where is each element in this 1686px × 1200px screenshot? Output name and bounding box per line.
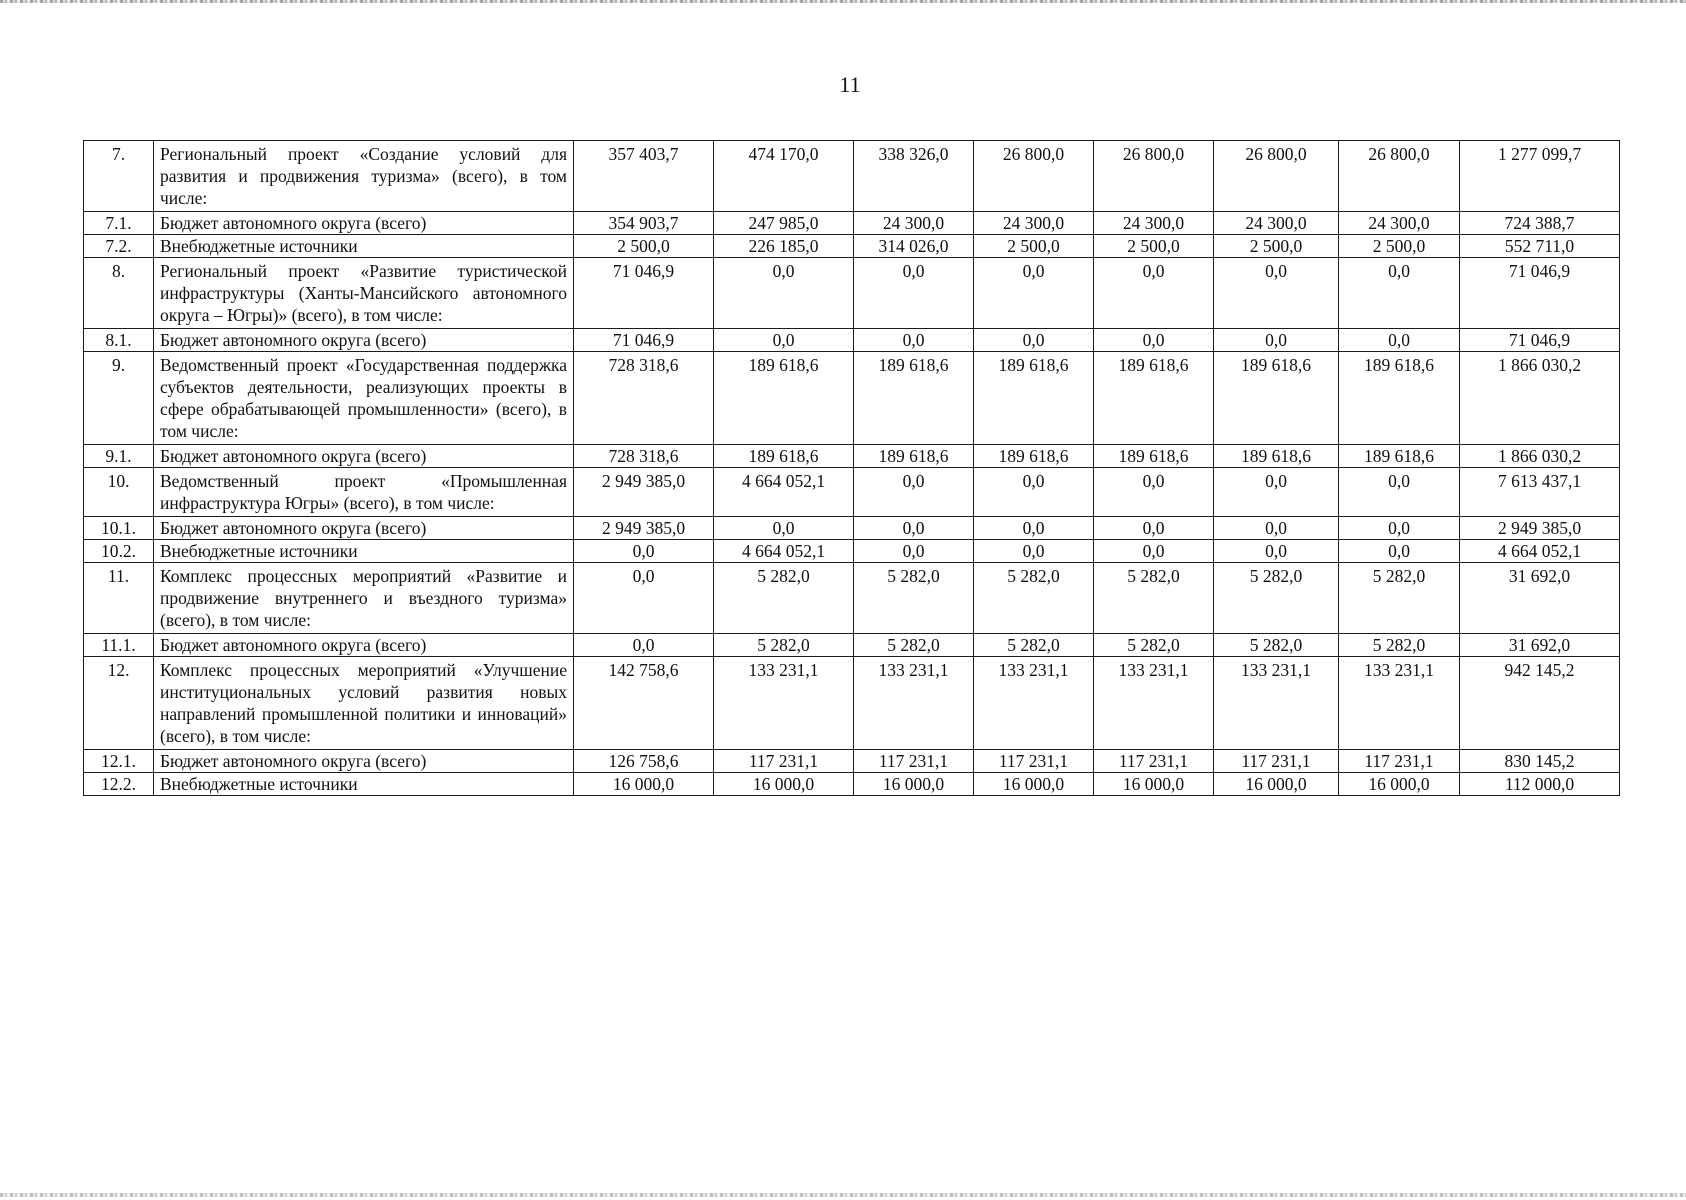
value-cell: 0,0 [1094,258,1214,329]
value-cell: 0,0 [1094,540,1214,563]
row-name-cell: Бюджет автономного округа (всего) [154,445,574,468]
value-cell: 24 300,0 [1094,212,1214,235]
value-cell: 0,0 [974,517,1094,540]
row-name-cell: Региональный проект «Развитие туристической инфраструктуры (Ханты-Мансийского автономного округа – Югры)» (всего), в том числе: [154,258,574,329]
page-number: 11 [839,72,861,97]
value-cell: 0,0 [854,329,974,352]
row-number-cell: 8.1. [84,329,154,352]
value-cell: 189 618,6 [1214,352,1339,445]
value-cell: 0,0 [714,517,854,540]
value-cell: 5 282,0 [1339,563,1460,634]
value-cell: 16 000,0 [974,773,1094,796]
value-cell: 24 300,0 [1214,212,1339,235]
value-cell: 133 231,1 [714,657,854,750]
value-cell: 16 000,0 [1339,773,1460,796]
row-number-cell: 12.2. [84,773,154,796]
row-name-cell: Комплекс процессных мероприятий «Развитие и продвижение внутреннего и въездного туризма» (всего), в том числе: [154,563,574,634]
value-cell: 0,0 [1214,540,1339,563]
row-number-cell: 10.1. [84,517,154,540]
row-number-cell: 7.1. [84,212,154,235]
value-cell: 71 046,9 [574,329,714,352]
value-cell: 5 282,0 [854,634,974,657]
value-cell: 2 500,0 [974,235,1094,258]
table-row-subitem [84,445,1620,468]
value-cell: 26 800,0 [1214,141,1339,212]
value-cell: 0,0 [574,540,714,563]
value-cell: 474 170,0 [714,141,854,212]
table-row-subitem [84,750,1620,773]
value-cell: 354 903,7 [574,212,714,235]
table-row-group [84,657,1620,750]
row-name-cell: Комплекс процессных мероприятий «Улучшение институциональных условий развития новых направлений промышленной политики и инноваций» (всего), в том числе: [154,657,574,750]
value-cell: 0,0 [1339,258,1460,329]
row-number-cell: 12.1. [84,750,154,773]
value-cell: 0,0 [974,540,1094,563]
value-cell: 1 277 099,7 [1460,141,1620,212]
value-cell: 1 866 030,2 [1460,352,1620,445]
value-cell: 16 000,0 [1094,773,1214,796]
value-cell: 189 618,6 [1214,445,1339,468]
value-cell: 117 231,1 [1339,750,1460,773]
value-cell: 117 231,1 [1094,750,1214,773]
value-cell: 4 664 052,1 [1460,540,1620,563]
value-cell: 117 231,1 [974,750,1094,773]
value-cell: 112 000,0 [1460,773,1620,796]
value-cell: 189 618,6 [1339,352,1460,445]
value-cell: 189 618,6 [854,445,974,468]
value-cell: 117 231,1 [1214,750,1339,773]
value-cell: 0,0 [714,258,854,329]
value-cell: 2 500,0 [1339,235,1460,258]
value-cell: 31 692,0 [1460,563,1620,634]
value-cell: 0,0 [974,329,1094,352]
value-cell: 0,0 [574,634,714,657]
row-number-cell: 11.1. [84,634,154,657]
row-name-cell: Бюджет автономного округа (всего) [154,750,574,773]
value-cell: 552 711,0 [1460,235,1620,258]
value-cell: 247 985,0 [714,212,854,235]
value-cell: 0,0 [1339,468,1460,517]
row-number-cell: 8. [84,258,154,329]
value-cell: 0,0 [714,329,854,352]
value-cell: 133 231,1 [854,657,974,750]
value-cell: 16 000,0 [854,773,974,796]
row-name-cell: Бюджет автономного округа (всего) [154,634,574,657]
value-cell: 5 282,0 [714,563,854,634]
row-number-cell: 12. [84,657,154,750]
value-cell: 942 145,2 [1460,657,1620,750]
value-cell: 5 282,0 [1094,634,1214,657]
value-cell: 5 282,0 [1214,563,1339,634]
value-cell: 0,0 [1214,517,1339,540]
value-cell: 133 231,1 [974,657,1094,750]
table-row-group [84,141,1620,212]
value-cell: 0,0 [1094,329,1214,352]
row-name-cell: Внебюджетные источники [154,773,574,796]
value-cell: 26 800,0 [974,141,1094,212]
table-row-subitem [84,773,1620,796]
value-cell: 2 949 385,0 [1460,517,1620,540]
row-name-cell: Ведомственный проект «Государственная поддержка субъектов деятельности, реализующих проекты в сфере обрабатывающей промышленности» (всего), в том числе: [154,352,574,445]
value-cell: 0,0 [1339,329,1460,352]
value-cell: 117 231,1 [714,750,854,773]
row-name-cell: Внебюджетные источники [154,540,574,563]
value-cell: 0,0 [974,468,1094,517]
table-row-subitem [84,517,1620,540]
scan-edge-bottom [0,1193,1686,1197]
value-cell: 2 949 385,0 [574,517,714,540]
value-cell: 189 618,6 [714,352,854,445]
value-cell: 5 282,0 [1094,563,1214,634]
table-row-subitem [84,235,1620,258]
value-cell: 5 282,0 [1339,634,1460,657]
scan-edge-top [0,0,1686,3]
value-cell: 16 000,0 [574,773,714,796]
value-cell: 5 282,0 [854,563,974,634]
value-cell: 189 618,6 [974,352,1094,445]
value-cell: 724 388,7 [1460,212,1620,235]
row-name-cell: Бюджет автономного округа (всего) [154,212,574,235]
value-cell: 71 046,9 [1460,258,1620,329]
value-cell: 0,0 [1094,468,1214,517]
table-row-subitem [84,212,1620,235]
value-cell: 1 866 030,2 [1460,445,1620,468]
value-cell: 133 231,1 [1339,657,1460,750]
value-cell: 0,0 [574,563,714,634]
table-row-subitem [84,634,1620,657]
value-cell: 357 403,7 [574,141,714,212]
value-cell: 338 326,0 [854,141,974,212]
table-row-subitem [84,540,1620,563]
row-number-cell: 10. [84,468,154,517]
value-cell: 133 231,1 [1094,657,1214,750]
value-cell: 7 613 437,1 [1460,468,1620,517]
row-number-cell: 9.1. [84,445,154,468]
value-cell: 0,0 [854,517,974,540]
table-row-group [84,563,1620,634]
value-cell: 0,0 [974,258,1094,329]
row-name-cell: Внебюджетные источники [154,235,574,258]
row-number-cell: 9. [84,352,154,445]
value-cell: 16 000,0 [1214,773,1339,796]
value-cell: 0,0 [854,540,974,563]
value-cell: 4 664 052,1 [714,468,854,517]
table-row-subitem [84,329,1620,352]
value-cell: 126 758,6 [574,750,714,773]
value-cell: 26 800,0 [1094,141,1214,212]
row-name-cell: Бюджет автономного округа (всего) [154,517,574,540]
value-cell: 0,0 [1214,468,1339,517]
value-cell: 24 300,0 [974,212,1094,235]
row-number-cell: 7. [84,141,154,212]
value-cell: 728 318,6 [574,445,714,468]
value-cell: 189 618,6 [854,352,974,445]
value-cell: 24 300,0 [1339,212,1460,235]
value-cell: 5 282,0 [974,634,1094,657]
table-body [84,141,1620,796]
value-cell: 830 145,2 [1460,750,1620,773]
row-name-cell: Бюджет автономного округа (всего) [154,329,574,352]
row-name-cell: Ведомственный проект «Промышленная инфраструктура Югры» (всего), в том числе: [154,468,574,517]
value-cell: 189 618,6 [1094,445,1214,468]
value-cell: 0,0 [1339,517,1460,540]
value-cell: 728 318,6 [574,352,714,445]
value-cell: 189 618,6 [1094,352,1214,445]
value-cell: 24 300,0 [854,212,974,235]
value-cell: 0,0 [1094,517,1214,540]
budget-table [83,140,1620,796]
table-row-group [84,468,1620,517]
row-number-cell: 7.2. [84,235,154,258]
value-cell: 142 758,6 [574,657,714,750]
value-cell: 0,0 [1214,258,1339,329]
value-cell: 2 949 385,0 [574,468,714,517]
value-cell: 2 500,0 [574,235,714,258]
value-cell: 26 800,0 [1339,141,1460,212]
value-cell: 314 026,0 [854,235,974,258]
value-cell: 189 618,6 [714,445,854,468]
value-cell: 0,0 [1339,540,1460,563]
value-cell: 117 231,1 [854,750,974,773]
value-cell: 5 282,0 [974,563,1094,634]
value-cell: 0,0 [854,258,974,329]
value-cell: 189 618,6 [974,445,1094,468]
value-cell: 226 185,0 [714,235,854,258]
value-cell: 31 692,0 [1460,634,1620,657]
row-number-cell: 10.2. [84,540,154,563]
value-cell: 0,0 [1214,329,1339,352]
table-row-group [84,258,1620,329]
value-cell: 2 500,0 [1214,235,1339,258]
value-cell: 2 500,0 [1094,235,1214,258]
value-cell: 16 000,0 [714,773,854,796]
value-cell: 71 046,9 [574,258,714,329]
value-cell: 5 282,0 [1214,634,1339,657]
value-cell: 5 282,0 [714,634,854,657]
value-cell: 189 618,6 [1339,445,1460,468]
table-row-group [84,352,1620,445]
value-cell: 0,0 [854,468,974,517]
value-cell: 71 046,9 [1460,329,1620,352]
value-cell: 4 664 052,1 [714,540,854,563]
row-name-cell: Региональный проект «Создание условий для развития и продвижения туризма» (всего), в том числе: [154,141,574,212]
value-cell: 133 231,1 [1214,657,1339,750]
row-number-cell: 11. [84,563,154,634]
